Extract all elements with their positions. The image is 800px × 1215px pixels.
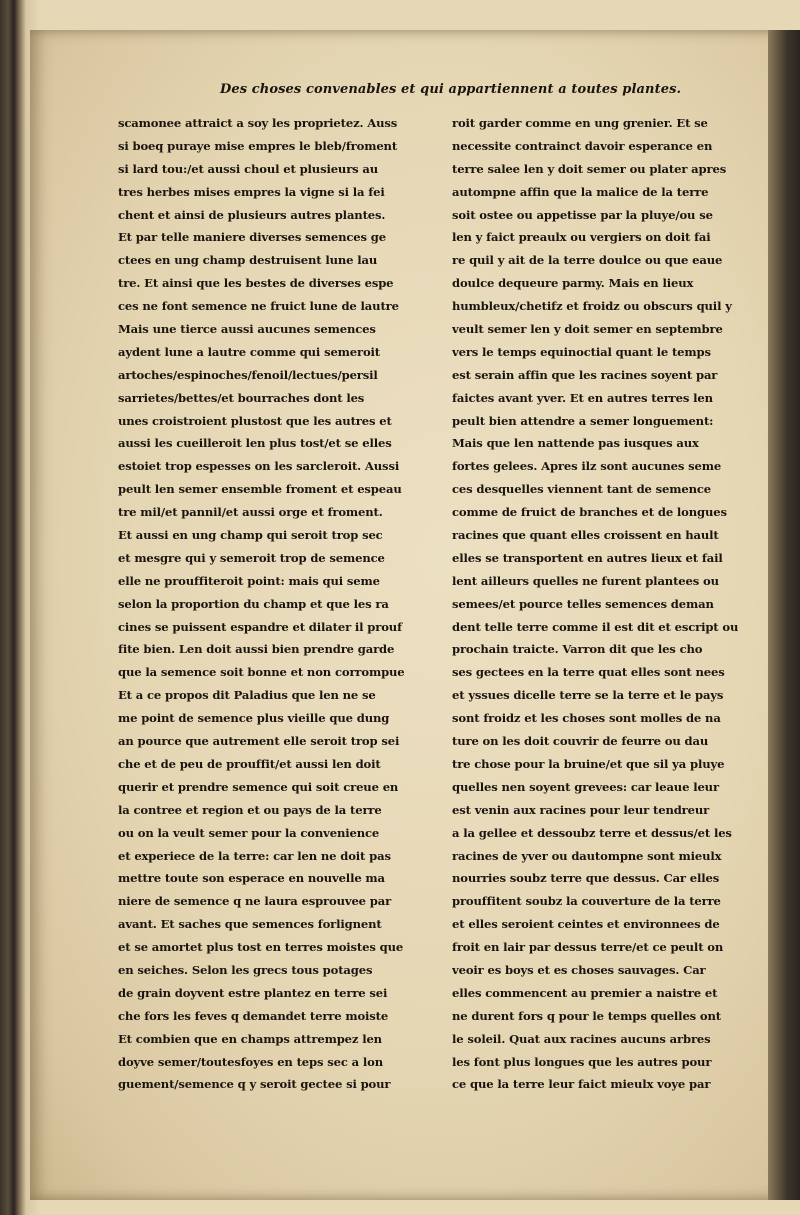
- text-line: et mesgre qui y semeroit trop de semence: [118, 550, 385, 565]
- text-line: guement/semence q y seroit gectee si pour: [118, 1077, 391, 1092]
- text-line: autompne affin que la malice de la terre: [452, 184, 709, 199]
- text-line: roit garder comme en ung grenier. Et se: [452, 116, 708, 130]
- text-line: ces ne font semence ne fruict lune de lautre: [118, 299, 399, 314]
- text-line: que la semence soit bonne et non corrompue: [118, 665, 405, 680]
- text-line: elle ne prouffiteroit point: mais qui seme: [118, 573, 380, 588]
- text-line: Mais que len nattende pas iusques aux: [452, 436, 699, 451]
- text-line: sont froidz et les choses sont molles de na: [452, 711, 721, 726]
- text-line: tre mil/et pannil/et aussi orge et froment.: [118, 505, 383, 520]
- text-line: nourries soubz terre que dessus. Car elles: [452, 871, 720, 886]
- text-line: quelles nen soyent grevees: car leaue leur: [452, 779, 719, 794]
- text-line: scamonee attraict a soy les proprietez. Auss: [118, 116, 398, 130]
- text-line: ces desquelles viennent tant de semence: [452, 482, 712, 497]
- text-line: prochain traicte. Varron dit que les cho: [452, 642, 703, 657]
- text-line: lent ailleurs quelles ne furent plantees ou: [452, 573, 719, 588]
- text-line: ses gectees en la terre quat elles sont nees: [452, 665, 725, 680]
- text-line: ce que la terre leur faict mieulx voye par: [452, 1077, 711, 1092]
- text-line: soit ostee ou appetisse par la pluye/ou se: [452, 207, 713, 222]
- text-line: che fors les feves q demandet terre moiste: [118, 1008, 389, 1023]
- text-line: unes croistroient plustost que les autres et: [118, 413, 392, 428]
- text-line: vers le temps equinoctial quant le temps: [452, 344, 711, 359]
- text-line: peult len semer ensemble froment et espeau: [118, 482, 402, 497]
- text-line: elles se transportent en autres lieux et fail: [452, 550, 723, 565]
- text-line: terre salee len y doit semer ou plater apres: [452, 161, 727, 176]
- text-line: peult bien attendre a semer longuement:: [452, 413, 714, 428]
- text-line: veult semer len y doit semer en septembre: [452, 322, 723, 337]
- text-line: de grain doyvent estre plantez en terre sei: [118, 985, 388, 1000]
- text-line: ou on la veult semer pour la convenience: [118, 825, 380, 840]
- text-line: fite bien. Len doit aussi bien prendre garde: [118, 642, 395, 657]
- left-column: [118, 112, 423, 1096]
- text-line: racines que quant elles croissent en hault: [452, 528, 719, 543]
- text-line: Et par telle maniere diverses semences ge: [118, 230, 386, 245]
- text-line: sarrietes/bettes/et bourraches dont les: [118, 390, 365, 405]
- text-line: aydent lune a lautre comme qui semeroit: [118, 344, 381, 359]
- text-line: racines de yver ou dautompne sont mieulx: [452, 848, 722, 863]
- text-line: Et a ce propos dit Paladius que len ne se: [118, 688, 376, 703]
- text-line: et elles seroient ceintes et environnees de: [452, 917, 720, 932]
- text-line: ture on les doit couvrir de feurre ou dau: [452, 734, 709, 749]
- text-line: les font plus longues que les autres pour: [452, 1054, 712, 1069]
- text-line: artoches/espinoches/fenoil/lectues/persil: [118, 367, 378, 382]
- text-line: fortes gelees. Apres ilz sont aucunes seme: [452, 459, 722, 474]
- text-line: froit en lair par dessus terre/et ce peult on: [452, 940, 724, 955]
- text-line: aussi les cueilleroit len plus tost/et se elles: [118, 436, 392, 451]
- text-line: tres herbes mises empres la vigne si la fei: [118, 184, 385, 199]
- text-line: dent telle terre comme il est dit et escript ou: [452, 619, 739, 634]
- text-line: selon la proportion du champ et que les ra: [118, 596, 389, 611]
- text-line: si lard tou:/et aussi choul et plusieurs au: [118, 161, 379, 176]
- right-column: [452, 112, 757, 1096]
- text-line: la contree et region et ou pays de la terre: [118, 802, 382, 817]
- text-line: tre. Et ainsi que les bestes de diverses espe: [118, 276, 394, 291]
- text-line: tre chose pour la bruine/et que sil ya pluye: [452, 756, 725, 771]
- text-line: est serain affin que les racines soyent par: [452, 367, 718, 382]
- text-line: et se amortet plus tost en terres moistes que: [118, 940, 404, 955]
- text-line: si boeq puraye mise empres le bleb/froment: [118, 138, 398, 153]
- text-line: humbleux/chetifz et froidz ou obscurs quil y: [452, 299, 732, 314]
- text-line: et experiece de la terre: car len ne doit pas: [118, 848, 391, 863]
- text-line: ne durent fors q pour le temps quelles ont: [452, 1008, 721, 1023]
- text-line: Et aussi en ung champ qui seroit trop sec: [118, 528, 383, 543]
- text-line: le soleil. Quat aux racines aucuns arbres: [452, 1031, 711, 1046]
- text-line: chent et ainsi de plusieurs autres plantes.: [118, 207, 386, 222]
- text-line: cines se puissent espandre et dilater il prouf: [118, 619, 402, 634]
- text-line: necessite contrainct davoir esperance en: [452, 138, 713, 153]
- text-line: doulce dequeure parmy. Mais en lieux: [452, 276, 694, 291]
- running-head: Des choses convenables et qui appartiennent a toutes plantes.: [220, 82, 682, 97]
- text-line: semees/et pource telles semences deman: [452, 596, 714, 611]
- text-line: avant. Et saches que semences forlignent: [118, 917, 382, 932]
- text-line: che et de peu de prouffit/et aussi len doit: [118, 756, 381, 771]
- text-line: et yssues dicelle terre se la terre et le pays: [452, 688, 724, 703]
- text-line: comme de fruict de branches et de longues: [452, 505, 727, 520]
- text-line: en seiches. Selon les grecs tous potages: [118, 962, 373, 977]
- text-line: me point de semence plus vieille que dung: [118, 711, 390, 726]
- text-line: Mais une tierce aussi aucunes semences: [118, 322, 376, 337]
- text-line: elles commencent au premier a naistre et: [452, 985, 718, 1000]
- page-edge: [768, 30, 800, 1200]
- text-line: len y faict preaulx ou vergiers on doit fai: [452, 230, 711, 245]
- text-line: querir et prendre semence qui soit creue en: [118, 779, 399, 794]
- text-line: faictes avant yver. Et en autres terres len: [452, 390, 713, 405]
- text-line: a la gellee et dessoubz terre et dessus/et les: [452, 825, 732, 840]
- text-line: prouffitent soubz la couverture de la terre: [452, 894, 721, 909]
- text-line: niere de semence q ne laura esprouvee par: [118, 894, 392, 909]
- text-line: mettre toute son esperace en nouvelle ma: [118, 871, 385, 886]
- text-line: an pource que autrement elle seroit trop sei: [118, 734, 400, 749]
- text-line: veoir es boys et es choses sauvages. Car: [452, 962, 706, 977]
- text-line: estoiet trop espesses on les sarcleroit. Aussi: [118, 459, 400, 474]
- text-line: ctees en ung champ destruisent lune lau: [118, 253, 378, 268]
- text-line: re quil y ait de la terre doulce ou que eaue: [452, 253, 723, 268]
- text-line: doyve semer/toutesfoyes en teps sec a lon: [118, 1054, 383, 1069]
- text-line: est venin aux racines pour leur tendreur: [452, 802, 710, 817]
- text-line: Et combien que en champs attrempez len: [118, 1031, 382, 1046]
